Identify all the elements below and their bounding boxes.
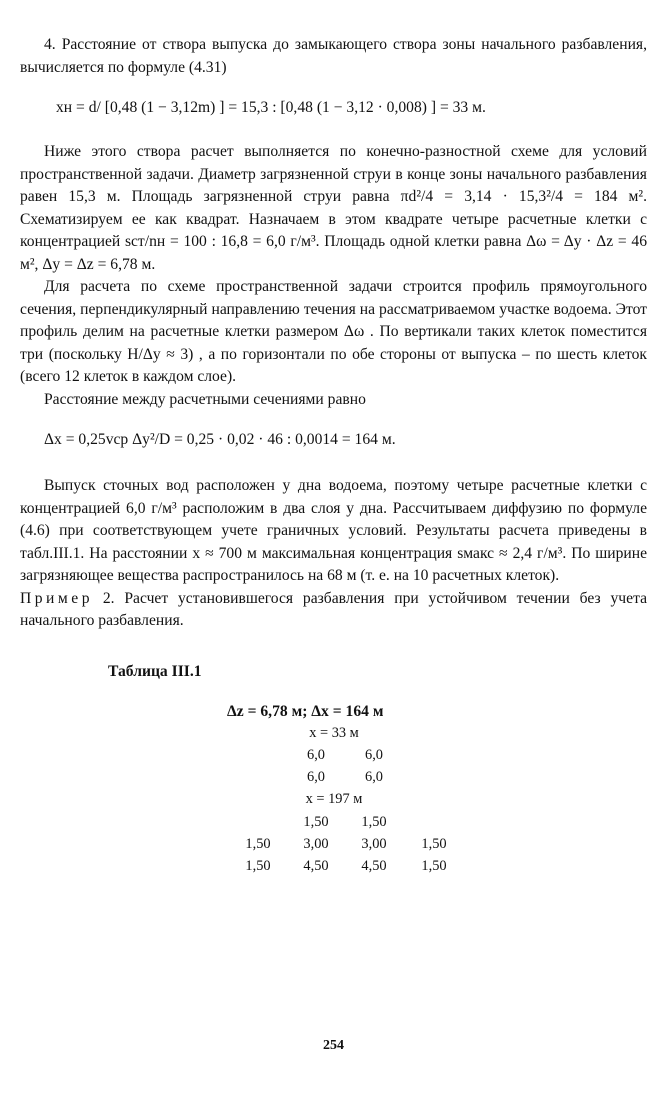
x-label-33: x = 33 м (309, 724, 359, 741)
table-cell: 6,0 (365, 746, 383, 763)
table-cell: 3,00 (361, 835, 387, 852)
formula-xn: xн = d/ [0,48 (1 − 3,12m) ] = 15,3 : [0,48 (1 − 3,12 · 0,008) ] = 33 м. (56, 99, 486, 116)
table-title: Таблица III.1 (108, 662, 202, 680)
example-text: 2. Расчет установившегося разбавления при устойчивом течении без учета начального разбавления. (20, 589, 647, 629)
paragraph-profile: Для расчета по схеме пространственной задачи строится профиль прямоугольного сечения, перпендикулярный направлению течения на рассматриваемом участке водоема. Этот профиль делим на расчетные клетки размером Δω . По вертикали таких клеток поместится три (поскольку H/Δy ≈ 3) , а по горизонтали по обе стороны от выпуска – по шесть клеток (всего 12 клеток в каждом слое). (20, 278, 647, 385)
example-label: Пример (20, 589, 93, 607)
table-cell: 1,50 (245, 857, 271, 874)
table-cell: 1,50 (421, 835, 447, 852)
table-iii-1 (20, 703, 647, 903)
paragraph-finite-difference: Ниже этого створа расчет выполняется по конечно-разностной схеме для условий пространственной задачи. Диаметр загрязненной струи в конце зоны начального разбавления равен 15,3 м. Площадь загрязненной струи равна πd²/4 = 3,14 · 15,3²/4 = 184 м². Схематизируем ее как квадрат. Назначаем в этом квадрате четыре расчетные клетки с концентрацией sст/nн = 100 : 16,8 = 6,0 г/м³. Площадь одной клетки равна Δω = Δy · Δz = 46 м², Δy = Δz = 6,78 м. (20, 143, 647, 273)
paragraph-distance: 4. Расстояние от створа выпуска до замыкающего створа зоны начального разбавления, вычисляется по формуле (4.31) (20, 36, 647, 76)
table-cell: 6,0 (365, 768, 383, 785)
paragraph-example-2 (20, 588, 647, 633)
table-cell: 1,50 (421, 857, 447, 874)
table-cell: 1,50 (303, 813, 329, 830)
table-header: Δz = 6,78 м; Δx = 164 м (227, 702, 384, 720)
table-cell: 4,50 (303, 857, 329, 874)
x-label-197: x = 197 м (305, 790, 363, 807)
table-cell: 6,0 (307, 746, 325, 763)
paragraph-outlet: Выпуск сточных вод расположен у дна водоема, поэтому четыре расчетные клетки с концентрацией 6,0 г/м³ расположим в два слоя у дна. Рассчитываем диффузию по формуле (4.6) при соответствующем учете граничных условий. Результаты расчета приведены в табл.III.1. На расстоянии x ≈ 700 м максимальная концентрация sмакс ≈ 2,4 г/м³. По ширине загрязняющее вещества распространилось на 68 м (т. е. на 10 расчетных клеток). (20, 477, 647, 584)
table-cell: 1,50 (361, 813, 387, 830)
table-cell: 3,00 (303, 835, 329, 852)
table-cell: 4,50 (361, 857, 387, 874)
page-number: 254 (323, 1038, 344, 1053)
paragraph-section-distance: Расстояние между расчетными сечениями равно (44, 390, 366, 408)
formula-dx: Δx = 0,25vср Δy²/D = 0,25 · 0,02 · 46 : 0,0014 = 164 м. (44, 431, 396, 448)
table-cell: 1,50 (245, 835, 271, 852)
table-cell: 6,0 (307, 768, 325, 785)
page-content (20, 34, 647, 903)
